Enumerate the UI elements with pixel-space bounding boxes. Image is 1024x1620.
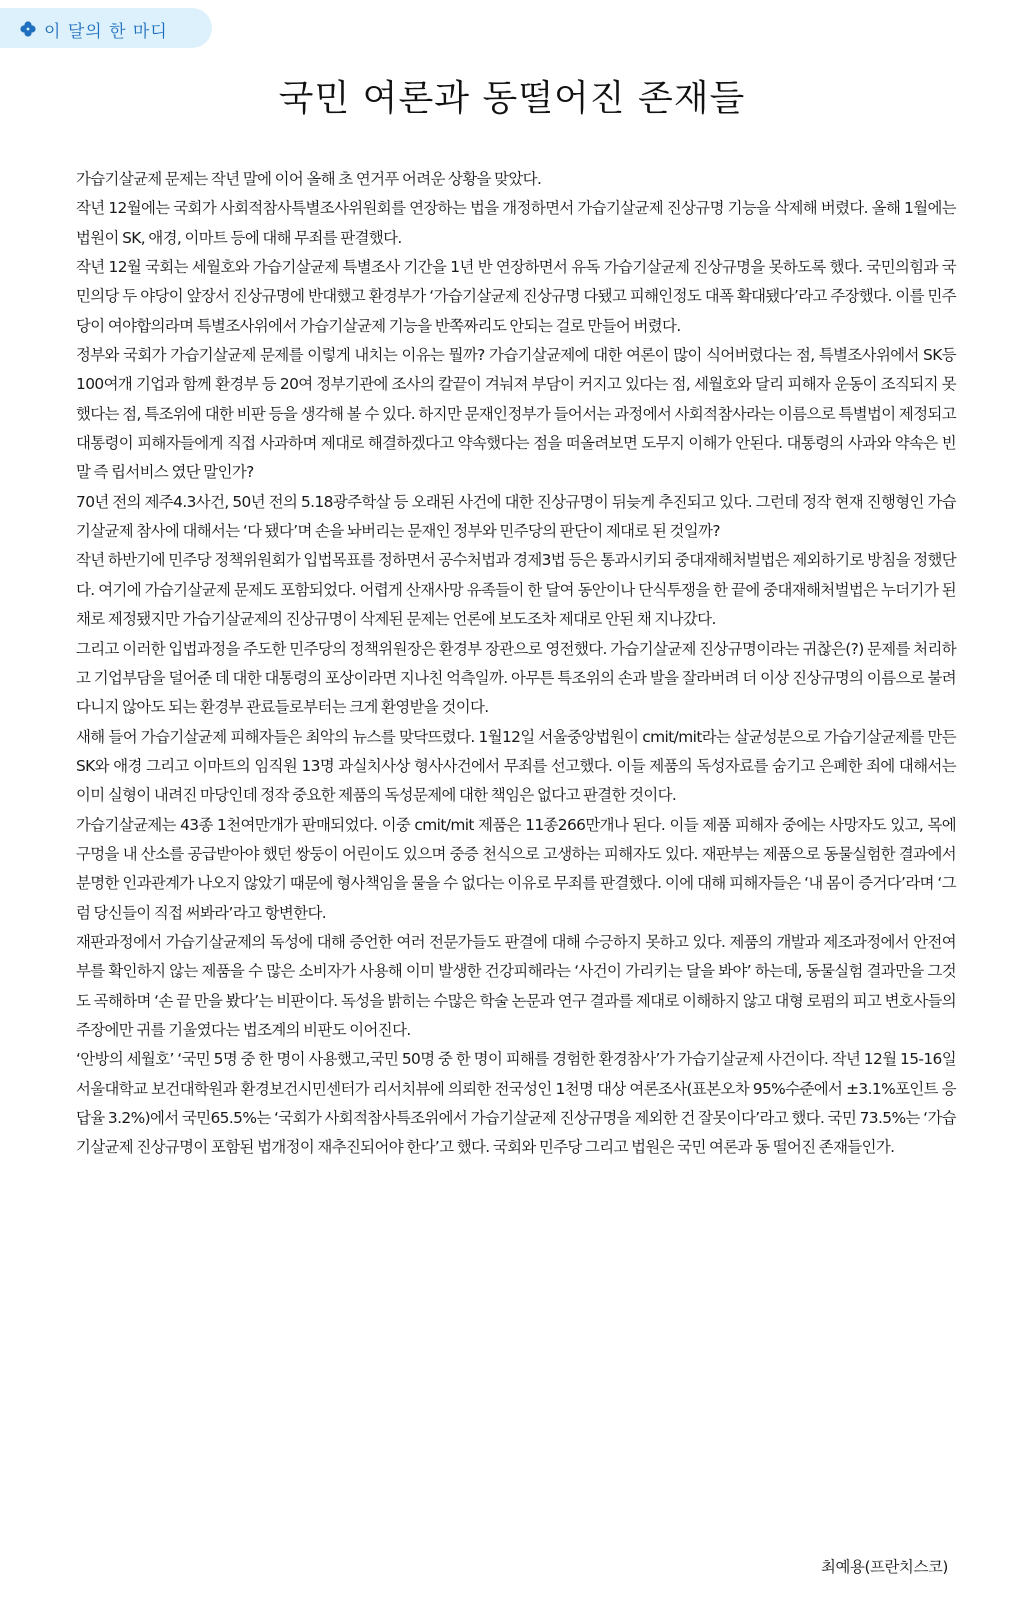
paragraph: 작년 12월 국회는 세월호와 가습기살균제 특별조사 기간을 1년 반 연장하면서 유독 가습기살균제 진상규명을 못하도록 했다. 국민의힘과 국민의당 두 야당이 앞장서 진상규명에 반대했고 환경부가 ‘가습기살균제 진상규명 다됐고 피해인정도 대폭 확대됐다’라고 주장했다. 이를 민주당이 여야합의라며 특별조사위에서 가습기살균제 기능을 반쪽짜리도 안되는 걸로 만들어 버렸다. xyxy=(76,258,956,335)
article-title: 국민 여론과 동떨어진 존재들 xyxy=(278,78,746,119)
paragraph: 작년 12월에는 국회가 사회적참사특별조사위원회를 연장하는 법을 개정하면서 가습기살균제 진상규명 기능을 삭제해 버렸다. 올해 1월에는 법원이 SK, 애경, 이마트 등에 대해 무죄를 판결했다. xyxy=(76,199,956,247)
section-tag-label: 이 달의 한 마디 xyxy=(44,22,168,42)
paragraph: 정부와 국회가 가습기살균제 문제를 이렇게 내치는 이유는 뭘까? 가습기살균제에 대한 여론이 많이 식어버렸다는 점, 특별조사위에서 SK등 100여개 기업과 함께 환경부 등 20여 정부기관에 조사의 칼끝이 겨눠져 부담이 커지고 있다는 점, 세월호와 달리 피해자 운동이 조직되지 못했다는 점, 특조위에 대한 비판 등을 생각해 볼 수 있다. 하지만 문재인정부가 들어서는 과정에서 사회적참사라는 이름으로 특별법이 제정되고 대통령이 피해자들에게 직접 사과하며 제대로 해결하겠다고 약속했다는 점을 떠올려보면 도무지 이해가 안된다. 대통령의 사과와 약속은 빈말 즉 립서비스 였단 말인가? xyxy=(76,346,956,482)
paragraph: 가습기살균제는 43종 1천여만개가 판매되었다. 이중 cmit/mit 제품은 11종266만개나 된다. 이들 제품 피해자 중에는 사망자도 있고, 목에 구멍을 내 산소를 공급받아야 했던 쌍둥이 어린이도 있으며 중증 천식으로 고생하는 피해자도 있다. 재판부는 제품으로 동물실험한 결과에서 분명한 인과관계가 나오지 않았기 때문에 형사책임을 물을 수 없다는 이유로 무죄를 판결했다. 이에 대해 피해자들은 ‘내 몸이 증거다’라며 ‘그럼 당신들이 직접 써봐라’라고 항변한다. xyxy=(76,815,956,922)
article-body xyxy=(76,165,956,1163)
paragraph: 그리고 이러한 입법과정을 주도한 민주당의 정책위원장은 환경부 장관으로 영전했다. 가습기살균제 진상규명이라는 귀찮은(?) 문제를 처리하고 기업부담을 덜어준 데 대한 대통령의 포상이라면 지나친 억측일까. 아무튼 특조위의 손과 발을 잘라버려 더 이상 진상규명의 이름으로 불려다니지 않아도 되는 환경부 관료들로부터는 크게 환영받을 것이다. xyxy=(76,639,956,717)
paragraph: 새해 들어 가습기살균제 피해자들은 최악의 뉴스를 맞닥뜨렸다. 1월12일 서울중앙법원이 cmit/mit라는 살균성분으로 가습기살균제를 만든SK와 애경 그리고 이마트의 임직원 13명 과실치사상 형사사건에서 무죄를 선고했다. 이들 제품의 독성자료를 숨기고 은폐한 죄에 대해서는 이미 실형이 내려진 마당인데 정작 중요한 제품의 독성문제에 대한 책임은 없다고 판결한 것이다. xyxy=(76,727,956,805)
paragraph: 가습기살균제 문제는 작년 말에 이어 올해 초 연거푸 어려운 상황을 맞았다. xyxy=(76,170,542,188)
author-byline: 최예용(프란치스코) xyxy=(821,1558,948,1576)
paragraph: ‘안방의 세월호’ ‘국민 5명 중 한 명이 사용했고,국민 50명 중 한 명이 피해를 경험한 환경참사’가 가습기살균제 사건이다. 작년 12월 15-16일 서울대학교 보건대학원과 환경보건시민센터가 리서치뷰에 의뢰한 전국성인 1천명 대상 여론조사(표본오차 95%수준에서 ±3.1%포인트 응답율 3.2%)에서 국민65.5%는 ‘국회가 사회적참사특조위에서 가습기살균제 진상규명을 제외한 건 잘못이다’라고 했다. 국민 73.5%는 ‘가습기살균제 진상규명이 포함된 법개정이 재추진되어야 한다’고 했다. 국회와 민주당 그리고 법원은 국민 여론과 동 떨어진 존재들인가. xyxy=(76,1050,956,1157)
paragraph: 재판과정에서 가습기살균제의 독성에 대해 증언한 여러 전문가들도 판결에 대해 수긍하지 못하고 있다. 제품의 개발과 제조과정에서 안전여부를 확인하지 않는 제품을 수 많은 소비자가 사용해 이미 발생한 건강피해라는 ‘사건이 가리키는 달을 봐야’ 하는데, 동물실험 결과만을 그것도 곡해하며 ‘손 끝 만을 봤다’는 비판이다. 독성을 밝히는 수많은 학술 논문과 연구 결과를 제대로 이해하지 않고 대형 로펌의 피고 변호사들의 주장에만 귀를 기울였다는 법조계의 비판도 이어진다. xyxy=(76,932,956,1039)
clover-icon xyxy=(20,21,36,37)
section-tag xyxy=(0,8,212,48)
paragraph: 작년 하반기에 민주당 정책위원회가 입법목표를 정하면서 공수처법과 경제3법 등은 통과시키되 중대재해처벌법은 제외하기로 방침을 정했단다. 여기에 가습기살균제 문제도 포함되었다. 어렵게 산재사망 유족들이 한 달여 동안이나 단식투쟁을 한 끝에 중대재해처벌법은 누더기가 된 채로 제정됐지만 가습기살균제의 진상규명이 삭제된 문제는 언론에 보도조차 제대로 안된 채 지나갔다. xyxy=(76,551,956,629)
paragraph: 70년 전의 제주4.3사건, 50년 전의 5.18광주학살 등 오래된 사건에 대한 진상규명이 뒤늦게 추진되고 있다. 그런데 정작 현재 진행형인 가습기살균제 참사에 대해서는 ‘다 됐다’며 손을 놔버리는 문재인 정부와 민주당의 판단이 제대로 된 것일까? xyxy=(76,492,956,541)
